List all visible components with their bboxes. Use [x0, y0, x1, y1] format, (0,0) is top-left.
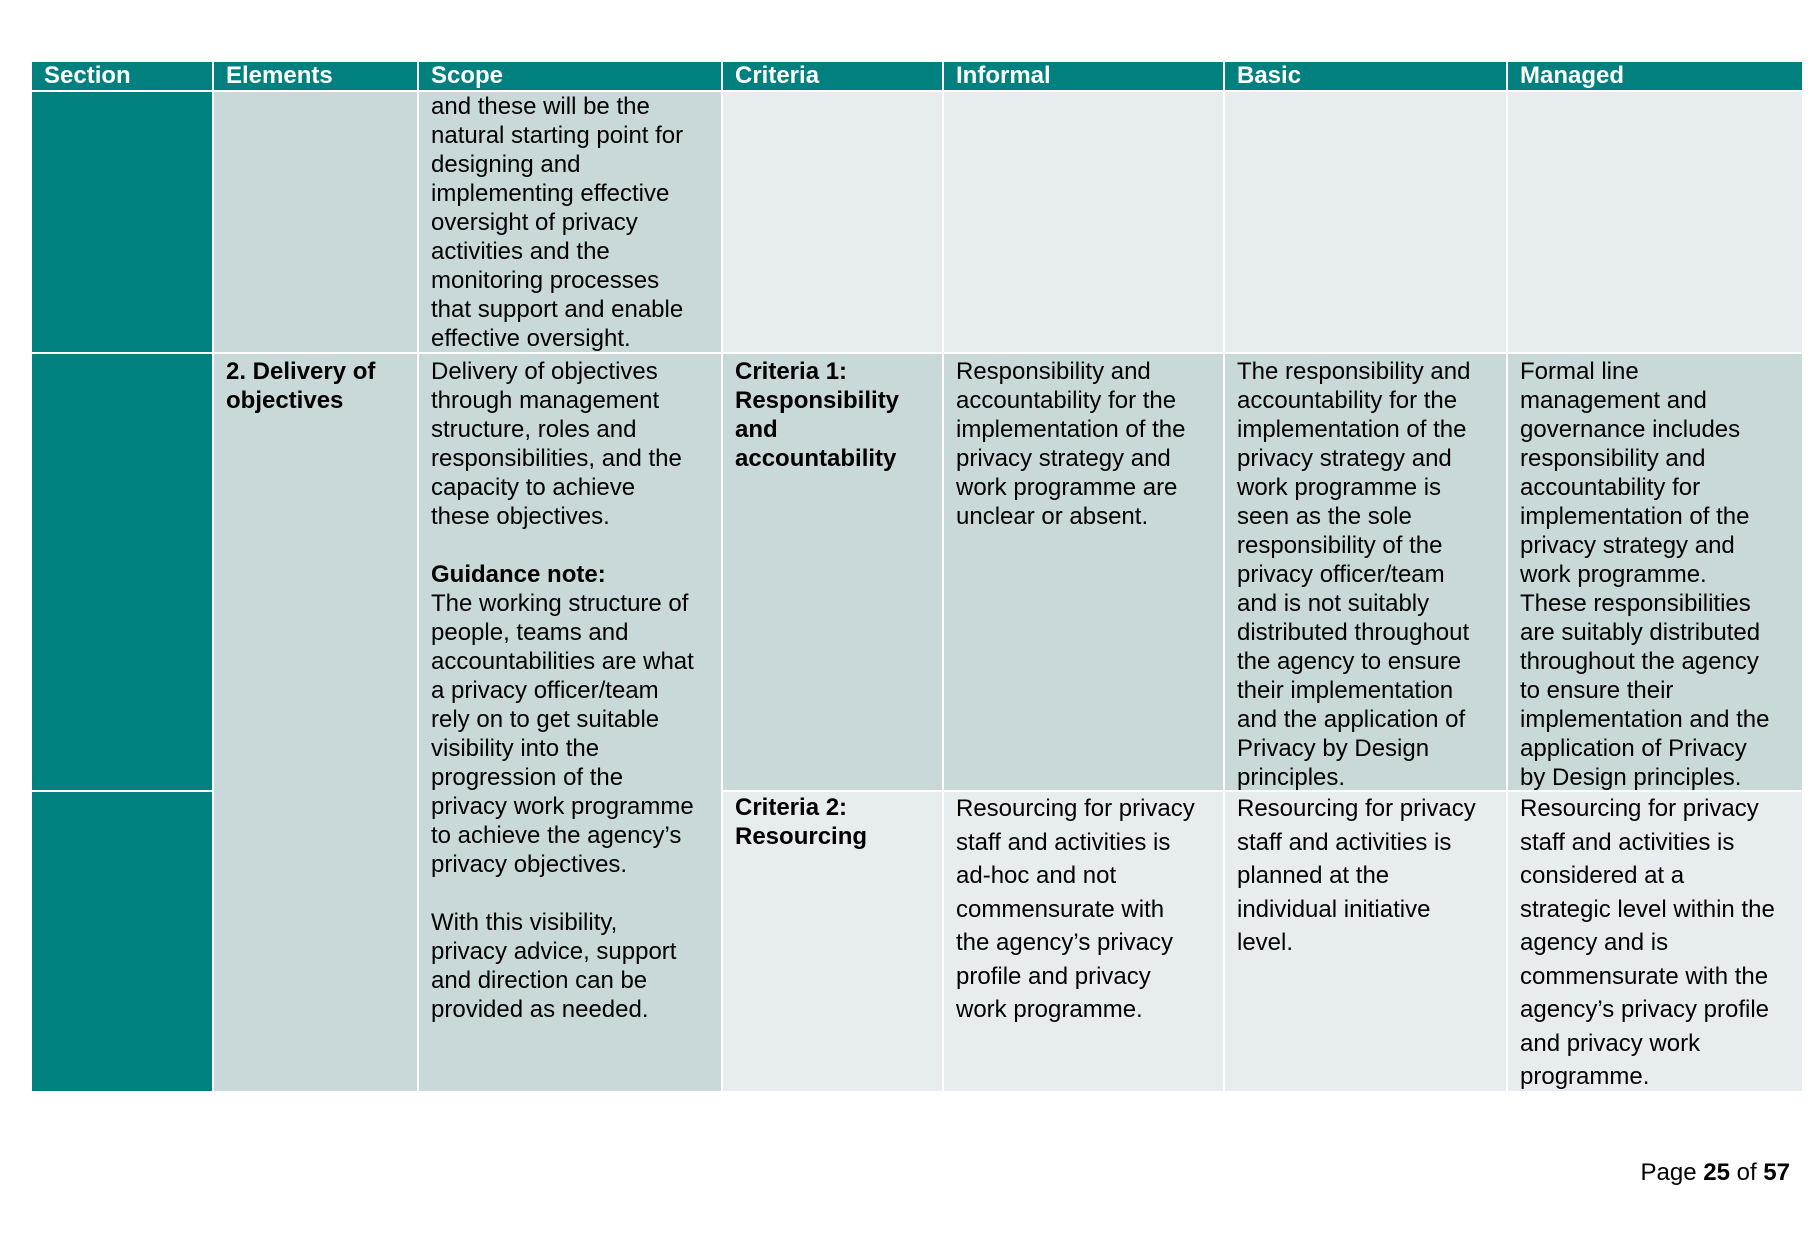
text-line: and the application of [1237, 706, 1466, 733]
text-line: privacy objectives. [431, 851, 628, 878]
text-line: by Design principles. [1520, 764, 1742, 790]
text-line: visibility into the [431, 735, 600, 762]
element-title-delivery [214, 354, 417, 1091]
text-line: to ensure their [1520, 677, 1674, 704]
text-line: Responsibility and [956, 358, 1151, 385]
text-line: work programme are [956, 474, 1178, 501]
text-line: strategic level within the [1520, 895, 1775, 923]
text-line: Resourcing for privacy [956, 795, 1195, 822]
criteria-2-basic [1225, 792, 1506, 1091]
text-line: implementing effective [431, 180, 670, 207]
text-line: Resourcing for privacy [1237, 795, 1476, 822]
text-line: activities and the [431, 238, 610, 265]
text-line: privacy advice, support [431, 938, 677, 965]
text-line: work programme. [1520, 561, 1707, 588]
basic-cell-continued [1225, 92, 1506, 352]
text-line: management and [1520, 387, 1707, 414]
text-line: implementation of the [956, 416, 1186, 443]
text-line: ad-hoc and not [956, 862, 1117, 889]
criteria-2-title [723, 792, 942, 1091]
text-line: responsibilities, and the [431, 445, 682, 472]
criteria-1-basic [1225, 354, 1506, 790]
text-line: Responsibility [735, 387, 900, 414]
page-word: Page [1640, 1159, 1697, 1186]
header-scope: Scope [419, 62, 721, 90]
header-managed: Managed [1508, 62, 1802, 90]
elements-cell-continued [214, 92, 417, 352]
text-line: these objectives. [431, 503, 610, 530]
text-line: their implementation [1237, 677, 1454, 704]
text-line: responsibility of the [1237, 532, 1443, 559]
text-line: principles. [1237, 764, 1346, 790]
text-line: accountability [735, 445, 897, 472]
text-line: implementation and the [1520, 706, 1770, 733]
text-line: implementation of the [1520, 503, 1750, 530]
criteria-1-title [723, 354, 942, 790]
text-line: individual initiative [1237, 895, 1431, 923]
text-line: commensurate with [956, 895, 1165, 923]
text-line: governance includes [1520, 416, 1741, 443]
criteria-2-managed [1508, 792, 1802, 1091]
maturity-table [32, 62, 1790, 1091]
text-line: through management [431, 387, 660, 414]
text-line: effective oversight. [431, 325, 631, 352]
text-line: a privacy officer/team [431, 677, 659, 704]
text-line: unclear or absent. [956, 503, 1149, 530]
text-line: Resourcing [735, 823, 868, 850]
text-line: the agency to ensure [1237, 648, 1462, 675]
text-line: privacy strategy and [956, 445, 1171, 472]
header-criteria: Criteria [723, 62, 942, 90]
scope-continued [419, 92, 721, 352]
text-line: Criteria 2: [735, 794, 848, 821]
text-line: accountability for the [1237, 387, 1458, 414]
text-line: privacy strategy and [1237, 445, 1452, 472]
of-word: of [1736, 1159, 1757, 1186]
text-line: implementation of the [1237, 416, 1467, 443]
text-line: natural starting point for [431, 122, 684, 149]
text-line: and is not suitably [1237, 590, 1430, 617]
text-line: progression of the [431, 764, 624, 791]
text-line: programme. [1520, 1063, 1650, 1090]
text-line: staff and activities is [1237, 828, 1452, 856]
text-line: and privacy work [1520, 1029, 1701, 1057]
header-section: Section [32, 62, 212, 90]
text-line: accountability for [1520, 474, 1701, 501]
text-line: Delivery of objectives [431, 358, 658, 385]
text-line: the agency’s privacy [956, 929, 1174, 956]
scope-delivery [419, 354, 721, 1091]
text-line: and [735, 416, 778, 443]
text-line: considered at a [1520, 862, 1685, 889]
header-elements: Elements [214, 62, 417, 90]
paragraph-gap [431, 879, 709, 908]
criteria-cell-continued [723, 92, 942, 352]
total-pages: 57 [1763, 1159, 1790, 1186]
section-cell [32, 354, 212, 790]
text-line: oversight of privacy [431, 209, 638, 236]
text-line: rely on to get suitable [431, 706, 660, 733]
text-line: capacity to achieve [431, 474, 636, 501]
page-number [1641, 1158, 1791, 1188]
text-line: people, teams and [431, 619, 629, 646]
text-line: accountabilities are what [431, 648, 694, 675]
text-line: objectives [226, 387, 344, 414]
text-line: agency and is [1520, 929, 1669, 956]
criteria-2-informal [944, 792, 1223, 1091]
text-line: 2. Delivery of [226, 358, 376, 385]
text-line: The responsibility and [1237, 358, 1471, 385]
text-line: designing and [431, 151, 581, 178]
text-line: and direction can be [431, 967, 648, 994]
text-line: staff and activities is [956, 828, 1171, 856]
paragraph-gap [431, 531, 709, 560]
text-line: throughout the agency [1520, 648, 1759, 675]
text-line: The working structure of [431, 590, 689, 617]
text-line: planned at the [1237, 862, 1390, 889]
criteria-1-informal [944, 354, 1223, 790]
section-cell [32, 792, 212, 1091]
text-line: monitoring processes [431, 267, 660, 294]
text-line: accountability for the [956, 387, 1177, 414]
text-line: agency’s privacy profile [1520, 996, 1770, 1023]
text-line: Formal line [1520, 358, 1639, 385]
text-line: are suitably distributed [1520, 619, 1761, 646]
header-informal: Informal [944, 62, 1223, 90]
text-line: level. [1237, 929, 1294, 956]
managed-cell-continued [1508, 92, 1802, 352]
current-page: 25 [1703, 1159, 1730, 1186]
text-line: Criteria 1: [735, 358, 848, 385]
text-line: staff and activities is [1520, 828, 1735, 856]
guidance-note-heading: Guidance note: [431, 561, 606, 588]
text-line: privacy officer/team [1237, 561, 1445, 588]
text-line: privacy work programme [431, 793, 694, 820]
text-line: commensurate with the [1520, 962, 1769, 990]
text-line: that support and enable [431, 296, 684, 323]
text-line: structure, roles and [431, 416, 637, 443]
text-line: application of Privacy [1520, 735, 1747, 762]
text-line: seen as the sole [1237, 503, 1412, 530]
text-line: Resourcing for privacy [1520, 795, 1759, 822]
text-line: Privacy by Design [1237, 735, 1430, 762]
text-line: and these will be the [431, 93, 650, 120]
header-basic: Basic [1225, 62, 1506, 90]
section-cell [32, 92, 212, 352]
text-line: provided as needed. [431, 996, 649, 1023]
text-line: distributed throughout [1237, 619, 1470, 646]
text-line: profile and privacy [956, 962, 1151, 990]
text-line: work programme. [956, 996, 1143, 1023]
informal-cell-continued [944, 92, 1223, 352]
text-line: to achieve the agency’s [431, 822, 682, 849]
text-line: work programme is [1237, 474, 1442, 501]
text-line: privacy strategy and [1520, 532, 1735, 559]
text-line: responsibility and [1520, 445, 1706, 472]
text-line: These responsibilities [1520, 590, 1751, 617]
criteria-1-managed [1508, 354, 1802, 790]
text-line: With this visibility, [431, 909, 618, 936]
